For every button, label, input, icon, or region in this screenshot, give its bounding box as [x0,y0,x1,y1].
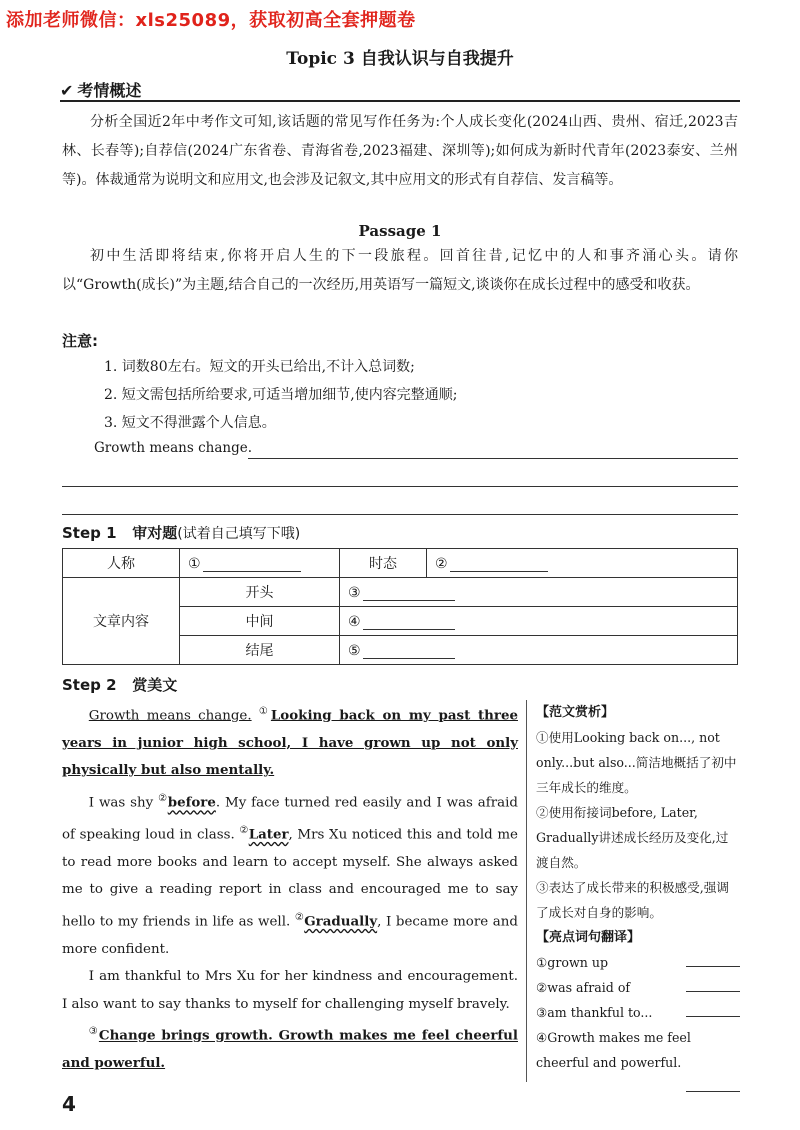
annotation-marker: ③ [88,1026,99,1038]
row-cell [340,607,738,636]
essay-text: , I became more and more confident. [62,914,518,957]
watermark-text: 添加老师微信：xls25089，获取初高全套押题卷 [6,10,416,31]
essay-paragraph [62,785,518,963]
appreciation-item: ①使用Looking back on..., not only...but also...简洁地概括了初中三年成长的维度。 [536,730,737,795]
translation-blank[interactable] [686,1000,740,1017]
tense-marker: ② [435,555,448,572]
person-cell [180,549,340,578]
translation-blank[interactable] [686,1075,740,1092]
translation-item [536,950,740,975]
step1-heading [62,522,300,543]
row-label: 开头 [180,578,340,607]
topic-title: Topic 3 自我认识与自我提升 [286,49,514,69]
translation-text: ①grown up [536,955,609,970]
translation-heading: 【亮点词句翻译】 [536,930,641,945]
step1-label: Step 1 [62,524,117,542]
translation-blank[interactable] [686,975,740,992]
overview-paragraph: 分析全国近2年中考作文可知,该话题的常见写作任务为:个人成长变化(2024山西、贵州、宿迁,2023吉林、长春等);自荐信(2024广东省卷、青海省卷,2023福建、深圳等);如何成为新时代青年(2023泰安、兰州等)。体裁通常为说明文和应用文,也会涉及记叙文,其中应用文的形式有自荐信、发言稿等。 [62,114,738,188]
section-heading: 考情概述 [77,81,142,100]
row-marker: ⑤ [348,642,361,659]
note-item: 2. 短文需包括所给要求,可适当增加细节,使内容完整通顺; [104,387,458,403]
essay-opening: Growth means change. [88,708,252,724]
page-number: 4 [62,1092,76,1116]
appreciation-item: ③表达了成长带来的积极感受,强调了成长对自身的影响。 [536,880,729,920]
tense-cell [427,549,738,578]
essay-paragraph: I am thankful to Mrs Xu for her kindness and encouragement. I also want to say thanks to myself for challenging myself bravely. [62,969,518,1012]
review-table [62,548,738,665]
content-label: 文章内容 [63,578,180,665]
person-marker: ① [188,555,201,572]
translation-item [536,1025,740,1075]
passage-title: Passage 1 [358,222,442,240]
tense-label: 时态 [340,549,427,578]
row-cell [340,636,738,665]
writing-line[interactable] [248,458,738,459]
side-notes [536,700,740,1100]
essay-text: , Mrs Xu noticed this and told me to read more books and learn to accept myself. She always asked me to give a reading report in class and encouraged me to say hello to my friends in life as well. [62,827,518,930]
row-cell [340,578,738,607]
appreciation-item: ②使用衔接词before, Later, Gradually讲述成长经历及变化,过渡自然。 [536,805,729,870]
row-marker: ③ [348,584,361,601]
writing-line[interactable] [62,514,738,515]
step2-heading [62,674,177,695]
check-icon: ✔ [60,81,74,100]
annotation-marker: ② [294,911,305,923]
essay-paragraph [62,698,518,785]
highlight-sentence: Change brings growth. Growth makes me feel cheerful and powerful. [62,1027,518,1072]
translation-text: ②was afraid of [536,980,631,995]
model-essay [62,698,518,1078]
row-blank[interactable] [363,613,455,630]
row-label: 中间 [180,607,340,636]
essay-starter: Growth means change. [94,440,253,456]
person-label: 人称 [63,549,180,578]
note-item: 3. 短文不得泄露个人信息。 [104,415,276,431]
translation-text: ③am thankful to... [536,1005,653,1020]
translation-text: ④Growth makes me feel cheerful and powerful. [536,1030,691,1070]
translation-blank-row [536,1075,740,1100]
annotation-marker: ② [239,824,249,836]
row-blank[interactable] [363,584,455,601]
row-marker: ④ [348,613,361,630]
notes-heading: 注意: [62,332,98,350]
note-item: 1. 词数80左右。短文的开头已给出,不计入总词数; [104,359,415,375]
translation-item [536,975,740,1000]
essay-text: . My face turned red easily and I was afraid of speaking loud in class. [62,795,518,843]
translation-blank[interactable] [686,950,740,967]
highlight-sentence: Looking back on my past three years in junior high school, I have grown up not only physically but also mentally. [62,707,518,779]
tense-blank[interactable] [450,555,548,572]
step1-title: 审对题 [132,524,178,542]
step1-hint: (试着自己填写下哦) [177,526,301,542]
column-divider [526,700,527,1082]
transition-word: before [167,794,216,811]
annotation-marker: ① [258,706,271,717]
appreciation-heading: 【范文赏析】 [536,705,615,720]
row-label: 结尾 [180,636,340,665]
step2-title: 赏美文 [132,676,178,694]
transition-word: Later [248,826,289,843]
transition-word: Gradually [304,913,378,930]
passage-prompt: 初中生活即将结束,你将开启人生的下一段旅程。回首往昔,记忆中的人和事齐涌心头。请你以“Growth(成长)”为主题,结合自己的一次经历,用英语写一篇短文,谈谈你在成长过程中的感受和收获。 [62,248,738,293]
essay-paragraph [62,1018,518,1077]
person-blank[interactable] [203,555,301,572]
translation-item [536,1000,740,1025]
essay-text: I was shy [88,795,159,811]
annotation-marker: ② [158,792,168,804]
writing-line[interactable] [62,486,738,487]
row-blank[interactable] [363,642,455,659]
step2-label: Step 2 [62,676,117,694]
section-header-overview [60,78,740,102]
